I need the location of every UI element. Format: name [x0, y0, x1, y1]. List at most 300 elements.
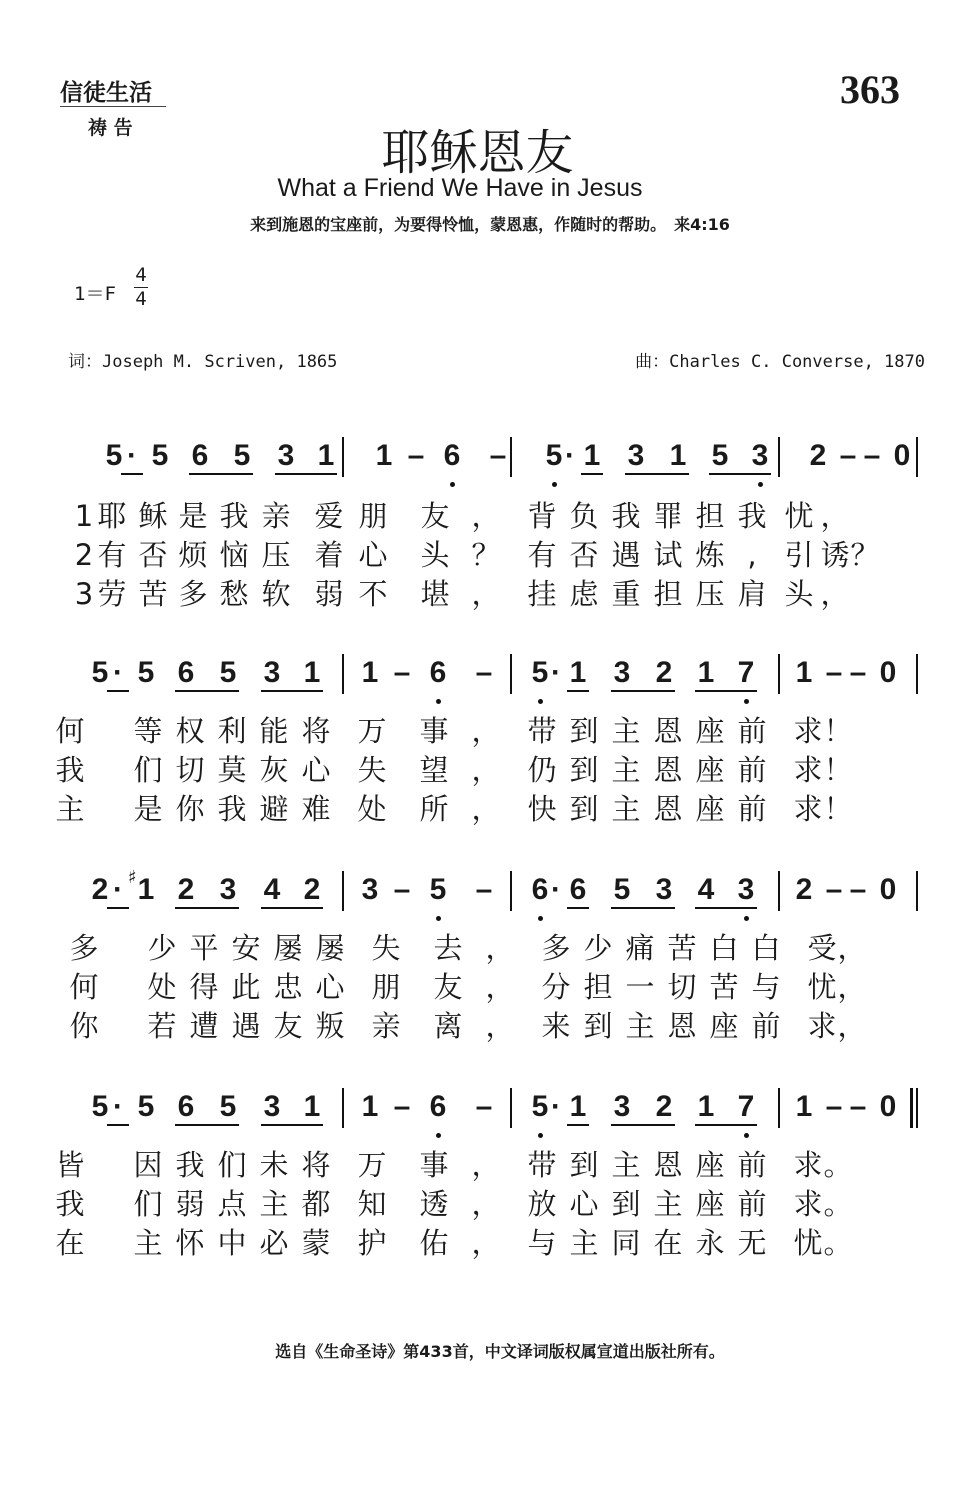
lyric-char: 诱 [820, 538, 850, 572]
lyric-line [0, 1009, 955, 1043]
lyric-char: 担 [583, 970, 613, 1004]
beam-line [175, 907, 239, 909]
notation-line [0, 1088, 955, 1128]
beam-line [189, 473, 253, 475]
lyric-char: 难 [301, 792, 331, 826]
subcategory-label: 祷 告 [88, 117, 133, 139]
beam-line [107, 907, 129, 909]
time-signature-top: 4 [135, 264, 147, 286]
lyric-char: 我 [737, 499, 767, 533]
lyric-char: 受 [807, 931, 837, 965]
lyric-char: 劳 [97, 577, 127, 611]
lyric-char: 少 [583, 931, 613, 965]
note: 1 [697, 1090, 715, 1123]
beam-line [611, 690, 675, 692]
lyric-char: 多 [541, 931, 571, 965]
lyric-char: 恩 [653, 792, 683, 826]
lyric-char: ， [471, 1187, 501, 1221]
octave-dot [744, 1133, 749, 1138]
dash-mark: – [475, 656, 493, 689]
lyric-char: 苦 [138, 577, 168, 611]
lyric-char: 前 [737, 1187, 767, 1221]
lyric-char: 重 [611, 577, 641, 611]
note: 6 [429, 656, 447, 689]
dash-mark: – [393, 873, 411, 906]
lyric-char: 事 [419, 1148, 449, 1182]
lyric-char: 佑 [419, 1226, 449, 1260]
note: 2 [795, 873, 813, 906]
lyric-char: 白 [751, 931, 781, 965]
note: 1 [795, 656, 813, 689]
lyric-char: 爱 [314, 499, 344, 533]
lyric-char: 苦 [709, 970, 739, 1004]
bar-line [778, 1088, 780, 1128]
lyric-line [0, 931, 955, 965]
note: 0 [879, 1090, 897, 1123]
note: 0 [893, 439, 911, 472]
note: 4 [697, 873, 715, 906]
lyric-char: 。 [823, 1226, 853, 1260]
lyric-char: ！ [823, 753, 853, 787]
bar-line [510, 1088, 512, 1128]
lyric-char: 。 [823, 1148, 853, 1182]
lyric-char: 到 [569, 714, 599, 748]
lyric-char: 我 [611, 499, 641, 533]
note: 1 [303, 1090, 321, 1123]
lyric-char: 在 [55, 1226, 85, 1260]
note: 5 [219, 656, 237, 689]
time-signature-bottom: 4 [135, 288, 147, 310]
lyric-char: 永 [695, 1226, 725, 1260]
note: 5 [137, 656, 155, 689]
lyric-char: 忠 [273, 970, 303, 1004]
lyric-char: 知 [357, 1187, 387, 1221]
lyric-char: 负 [569, 499, 599, 533]
lyric-line [0, 577, 955, 611]
note: 5 [91, 656, 109, 689]
lyric-char: 炼 [695, 538, 725, 572]
bar-line [342, 871, 344, 911]
note: 3 [613, 656, 631, 689]
beam-line [695, 1124, 757, 1126]
beam-line [567, 690, 589, 692]
lyric-char: 多 [178, 577, 208, 611]
lyric-char: 我 [55, 753, 85, 787]
lyric-char: ， [485, 970, 515, 1004]
beam-line [261, 690, 323, 692]
lyric-char: 到 [569, 753, 599, 787]
lyric-char: 有 [527, 538, 557, 572]
lyric-char: 是 [133, 792, 163, 826]
octave-dot [436, 699, 441, 704]
note: 4 [263, 873, 281, 906]
lyric-char: 座 [695, 1148, 725, 1182]
lyric-char: 所 [419, 792, 449, 826]
lyric-char: 同 [611, 1226, 641, 1260]
lyric-char: 来 [541, 1009, 571, 1043]
octave-dot [538, 1133, 543, 1138]
augmentation-dot: · [551, 1090, 561, 1123]
lyric-char: 座 [709, 1009, 739, 1043]
music-system-3 [0, 867, 955, 1091]
lyric-char: 能 [259, 714, 289, 748]
note: 0 [879, 656, 897, 689]
lyric-char: 安 [231, 931, 261, 965]
dash-mark: – [393, 656, 411, 689]
note: 6 [569, 873, 587, 906]
lyric-char: 压 [695, 577, 725, 611]
lyric-char: 离 [433, 1009, 463, 1043]
lyricist-credit: 词：Joseph M. Scriven, 1865 [68, 352, 338, 372]
note: 6 [443, 439, 461, 472]
lyric-char: 试 [653, 538, 683, 572]
lyric-char: 遇 [611, 538, 641, 572]
lyric-char: 1 [74, 499, 94, 533]
lyric-char: 心 [301, 753, 331, 787]
lyric-char: ， [471, 499, 501, 533]
bar-line [778, 654, 780, 694]
note: 5 [219, 1090, 237, 1123]
augmentation-dot: · [551, 656, 561, 689]
beam-line [611, 907, 675, 909]
lyric-char: 堪 [420, 577, 450, 611]
lyric-char: ， [471, 792, 501, 826]
note: 5 [105, 439, 123, 472]
lyric-char: 求 [793, 714, 823, 748]
lyric-char: 叛 [315, 1009, 345, 1043]
lyric-char: 避 [259, 792, 289, 826]
lyric-char: 罪 [653, 499, 683, 533]
lyric-char: 们 [217, 1148, 247, 1182]
lyric-char: 忧 [784, 499, 814, 533]
note: 1 [583, 439, 601, 472]
lyric-char: 着 [314, 538, 344, 572]
lyric-char: 分 [541, 970, 571, 1004]
lyric-char: 中 [217, 1226, 247, 1260]
lyric-char: 到 [569, 1148, 599, 1182]
lyric-char: 头 [420, 538, 450, 572]
notation-line [0, 654, 955, 694]
lyric-line [0, 792, 955, 826]
lyric-char: 快 [527, 792, 557, 826]
lyric-char: 平 [189, 931, 219, 965]
lyric-char: 背 [527, 499, 557, 533]
music-system-2 [0, 654, 955, 874]
lyric-char: 处 [147, 970, 177, 1004]
lyric-char: 亲 [371, 1009, 401, 1043]
lyric-char: 少 [147, 931, 177, 965]
lyric-char: ！ [823, 792, 853, 826]
note: 5 [233, 439, 251, 472]
note: 3 [627, 439, 645, 472]
hymn-number: 363 [840, 67, 900, 112]
lyric-char: 多 [69, 931, 99, 965]
note: 3 [361, 873, 379, 906]
dash-mark: – [839, 439, 857, 472]
beam-line [581, 473, 603, 475]
lyric-char: 透 [419, 1187, 449, 1221]
augmentation-dot: · [113, 656, 123, 689]
notation-line [0, 867, 955, 911]
lyric-char: 因 [133, 1148, 163, 1182]
octave-dot [538, 699, 543, 704]
lyric-char: 得 [189, 970, 219, 1004]
lyric-char: 3 [74, 577, 94, 611]
augmentation-dot: · [127, 439, 137, 472]
lyric-char: 灰 [259, 753, 289, 787]
note: 5 [151, 439, 169, 472]
lyric-char: ， [471, 1226, 501, 1260]
lyric-char: 带 [527, 714, 557, 748]
note: 5 [613, 873, 631, 906]
dash-mark: – [489, 439, 507, 472]
note: 7 [737, 656, 755, 689]
bar-line [916, 437, 918, 477]
augmentation-dot: · [551, 873, 561, 906]
lyric-char: ， [837, 970, 867, 1004]
note: 5 [531, 1090, 549, 1123]
lyric-char: ？ [471, 538, 501, 572]
lyric-char: 皆 [55, 1148, 85, 1182]
bar-line [778, 437, 780, 477]
lyric-char: ， [471, 1148, 501, 1182]
lyric-char: 担 [695, 499, 725, 533]
lyric-char: 在 [653, 1226, 683, 1260]
dash-mark: – [863, 439, 881, 472]
lyric-char: 去 [433, 931, 463, 965]
lyric-char: ， [837, 1009, 867, 1043]
copyright-footer: 选自《生命圣诗》第433首，中文译词版权属宣道出版社所有。 [275, 1342, 725, 1361]
lyric-char: 前 [751, 1009, 781, 1043]
lyric-char: 主 [133, 1226, 163, 1260]
beam-line [121, 473, 143, 475]
lyric-char: 主 [611, 714, 641, 748]
music-system-1 [0, 437, 955, 657]
lyric-char: 软 [261, 577, 291, 611]
note: 6 [531, 873, 549, 906]
lyric-char: 求 [793, 792, 823, 826]
bar-line [778, 871, 780, 911]
note: 1 [669, 439, 687, 472]
sharp-accidental: ♯ [128, 867, 137, 888]
lyric-char: 不 [358, 577, 388, 611]
lyric-char: 压 [261, 538, 291, 572]
note: 5 [91, 1090, 109, 1123]
octave-dot [552, 482, 557, 487]
lyric-char: 友 [433, 970, 463, 1004]
note: 0 [879, 873, 897, 906]
lyric-char: 切 [175, 753, 205, 787]
dash-mark: – [849, 873, 867, 906]
lyric-char: 座 [695, 1187, 725, 1221]
lyric-char: 有 [97, 538, 127, 572]
lyric-char: 若 [147, 1009, 177, 1043]
note: 5 [137, 1090, 155, 1123]
lyric-char: 等 [133, 714, 163, 748]
lyric-char: 权 [175, 714, 205, 748]
beam-line [175, 1124, 239, 1126]
lyric-char: 座 [695, 753, 725, 787]
lyric-char: 切 [667, 970, 697, 1004]
key-signature: 1＝F [74, 283, 116, 305]
lyric-char: 事 [419, 714, 449, 748]
beam-line [107, 1124, 129, 1126]
lyric-char: 主 [625, 1009, 655, 1043]
lyric-char: 白 [709, 931, 739, 965]
lyric-char: 你 [175, 792, 205, 826]
lyric-char: 无 [737, 1226, 767, 1260]
lyric-char: 座 [695, 714, 725, 748]
lyric-char: 到 [611, 1187, 641, 1221]
lyric-char: 忧 [807, 970, 837, 1004]
lyric-char: 与 [527, 1226, 557, 1260]
lyric-char: ， [471, 714, 501, 748]
lyric-char: 忧 [793, 1226, 823, 1260]
lyric-char: 前 [737, 1148, 767, 1182]
bar-line [510, 871, 512, 911]
lyric-char: 主 [653, 1187, 683, 1221]
lyric-char: 怀 [175, 1226, 205, 1260]
note: 5 [545, 439, 563, 472]
lyric-char: 何 [55, 714, 85, 748]
lyric-char: 挂 [527, 577, 557, 611]
beam-line [611, 1124, 675, 1126]
lyric-char: 护 [357, 1226, 387, 1260]
lyric-char: 愁 [219, 577, 249, 611]
lyric-char: 担 [653, 577, 683, 611]
beam-line [107, 690, 129, 692]
note: 6 [191, 439, 209, 472]
beam-line [275, 473, 337, 475]
notation-line [0, 437, 955, 477]
note: 3 [219, 873, 237, 906]
lyric-char: 莫 [217, 753, 247, 787]
lyric-char: 苦 [667, 931, 697, 965]
note: 6 [429, 1090, 447, 1123]
bar-line [510, 437, 512, 477]
lyric-char: 心 [569, 1187, 599, 1221]
note: 5 [531, 656, 549, 689]
lyric-char: 将 [301, 714, 331, 748]
dash-mark: – [393, 1090, 411, 1123]
octave-dot [436, 1133, 441, 1138]
lyric-char: ， [820, 499, 850, 533]
lyric-char: ！ [823, 714, 853, 748]
beam-line [695, 907, 757, 909]
lyric-char: 否 [138, 538, 168, 572]
category-label: 信徒生活 [60, 79, 152, 106]
lyric-char: 到 [583, 1009, 613, 1043]
composer-credit: 曲：Charles C. Converse, 1870 [635, 352, 925, 372]
octave-dot [436, 916, 441, 921]
lyric-char: 带 [527, 1148, 557, 1182]
note: 1 [569, 656, 587, 689]
lyric-char: 与 [751, 970, 781, 1004]
note: 1 [137, 873, 155, 906]
note: 2 [655, 1090, 673, 1123]
lyric-char: 2 [74, 538, 94, 572]
note: 3 [655, 873, 673, 906]
note: 2 [177, 873, 195, 906]
lyric-char: 座 [695, 792, 725, 826]
note: 2 [809, 439, 827, 472]
lyric-char: 到 [569, 792, 599, 826]
lyric-char: 友 [420, 499, 450, 533]
lyric-char: 将 [301, 1148, 331, 1182]
lyric-char: 我 [219, 499, 249, 533]
dash-mark: – [825, 873, 843, 906]
lyric-char: ， [471, 753, 501, 787]
lyric-char: 恩 [653, 753, 683, 787]
note: 3 [277, 439, 295, 472]
lyric-char: 主 [611, 753, 641, 787]
lyric-char: 朋 [358, 499, 388, 533]
note: 5 [711, 439, 729, 472]
lyric-char: 我 [55, 1187, 85, 1221]
lyric-char: 主 [611, 792, 641, 826]
note: 3 [263, 656, 281, 689]
beam-line [261, 1124, 323, 1126]
note: 1 [569, 1090, 587, 1123]
lyric-char: 你 [69, 1009, 99, 1043]
dash-mark: – [407, 439, 425, 472]
note: 2 [303, 873, 321, 906]
note: 1 [361, 1090, 379, 1123]
lyric-char: 头 [784, 577, 814, 611]
bar-line [510, 654, 512, 694]
lyric-char: 一 [625, 970, 655, 1004]
music-system-4 [0, 1088, 955, 1308]
lyric-char: 否 [569, 538, 599, 572]
lyric-char: 求 [793, 1148, 823, 1182]
octave-dot [450, 482, 455, 487]
lyric-char: 是 [178, 499, 208, 533]
beam-line [695, 690, 757, 692]
lyric-char: 蒙 [301, 1226, 331, 1260]
note: 3 [751, 439, 769, 472]
lyric-char: 求 [793, 1187, 823, 1221]
bar-line [342, 437, 344, 477]
lyric-char: ， [837, 931, 867, 965]
note: 3 [737, 873, 755, 906]
beam-line [567, 1124, 589, 1126]
lyric-char: 何 [69, 970, 99, 1004]
bar-line [916, 871, 918, 911]
dash-mark: – [849, 1090, 867, 1123]
lyric-char: 必 [259, 1226, 289, 1260]
dash-mark: – [825, 1090, 843, 1123]
lyric-char: ， [485, 931, 515, 965]
lyric-char: ， [820, 577, 850, 611]
beam-line [261, 907, 323, 909]
lyric-char: 屡 [315, 931, 345, 965]
lyric-char: 望 [419, 753, 449, 787]
note: 1 [317, 439, 335, 472]
bar-line [342, 654, 344, 694]
lyric-char: 痛 [625, 931, 655, 965]
augmentation-dot: · [113, 1090, 123, 1123]
lyric-char: 失 [357, 753, 387, 787]
lyric-char: 万 [357, 714, 387, 748]
lyric-char: 我 [217, 792, 247, 826]
bar-line [916, 654, 918, 694]
lyric-line [0, 714, 955, 748]
lyric-char: 友 [273, 1009, 303, 1043]
lyric-char: 主 [55, 792, 85, 826]
lyric-char: 们 [133, 753, 163, 787]
scripture-verse: 来到施恩的宝座前，为要得怜恤，蒙恩惠，作随时的帮助。 来4:16 [250, 215, 730, 234]
category-rule [60, 106, 166, 107]
